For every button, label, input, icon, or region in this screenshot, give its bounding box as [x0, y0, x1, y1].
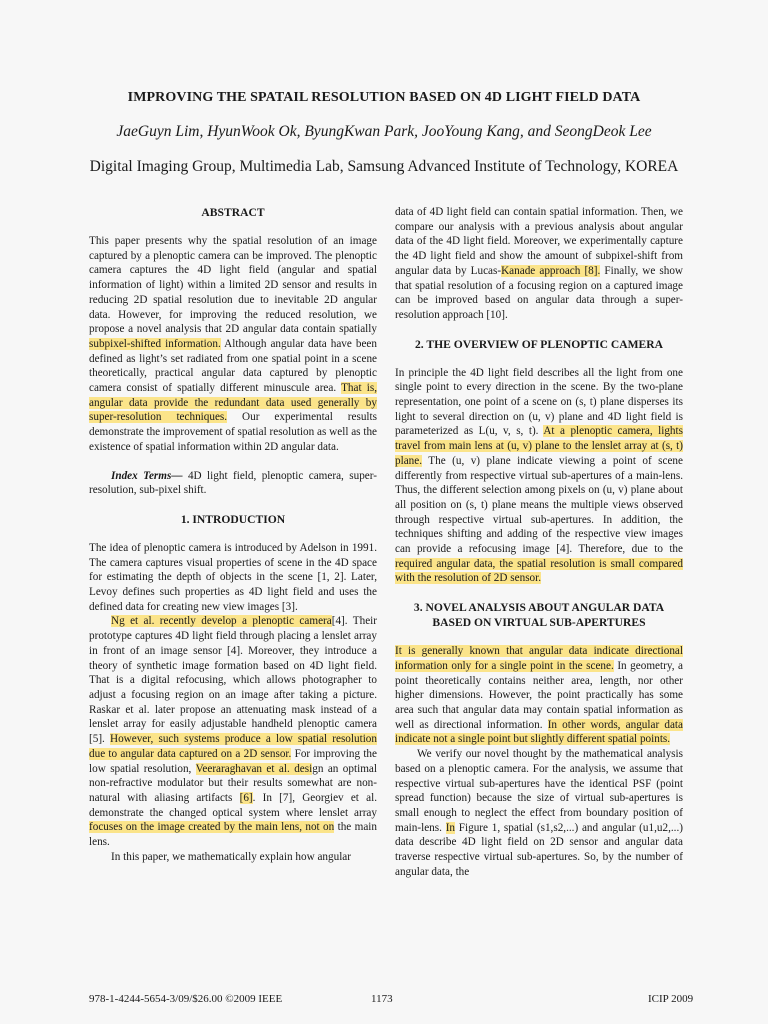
page-number: 1173: [371, 993, 393, 1005]
overview-text-2: The (u, v) plane indicate viewing a point of scene differently from respective virtual sub-apertures of a main-lens. Thus, the different selection among pixels on (u, v) plane about all position on (s, t) plane means the multiple views observed through respective virtual sub-apertures. In addition, the techniques shifting and adding of the respective view images can provide a refocusing image [4]. Therefore, due to the: [395, 454, 683, 556]
novel-paragraph-2: [395, 747, 683, 879]
intro-cont-text-1: data of 4D light field can contain spatial information. Then, we compare our analysis with a previous analysis about angular data of the 4D light field. Moreover, we experimentally capture the 4D light field and show the amount of subpixel-shift from angular data by Lucas-: [395, 206, 683, 277]
overview-heading: 2. THE OVERVIEW OF PLENOPTIC CAMERA: [414, 337, 664, 351]
highlight-kanade[interactable]: Kanade approach [8].: [501, 264, 601, 277]
highlight-redundant-data[interactable]: That is, angular data provide the redundant data used generally by super-resolution techniques.: [89, 382, 377, 424]
intro-paragraph-3: In this paper, we mathematically explain how angular: [111, 850, 352, 863]
right-column: [395, 205, 683, 879]
highlight-low-resolution[interactable]: However, such systems produce a low spatial resolution due to angular data captured on a 2D sensor.: [89, 733, 377, 760]
novel-heading-line-2: BASED ON VIRTUAL SUB-APERTURES: [432, 616, 646, 630]
abstract-paragraph: [89, 234, 377, 455]
abstract-heading: ABSTRACT: [201, 206, 265, 219]
highlight-in[interactable]: In: [445, 821, 456, 834]
footer-copyright: 978-1-4244-5654-3/09/$26.00 ©2009 IEEE: [89, 993, 283, 1005]
highlight-spatial-small[interactable]: required angular data, the spatial resolution is small compared with the resolution of 2D sensor.: [395, 557, 683, 585]
paper-title: IMPROVING THE SPATAIL RESOLUTION BASED ON 4D LIGHT FIELD DATA: [127, 90, 641, 105]
highlight-directional[interactable]: It is generally known that angular data indicate directional information only for a single point in the scene.: [395, 645, 683, 672]
intro-continued: [395, 205, 683, 323]
index-terms-label: Index Terms—: [111, 469, 183, 482]
highlight-plenoptic-lights[interactable]: At a plenoptic camera, lights travel from main lens at (u, v) plane to the lenslet array at (s, t) plane.: [395, 425, 683, 467]
affiliation: Digital Imaging Group, Multimedia Lab, Samsung Advanced Institute of Technology, KOREA: [89, 158, 679, 175]
intro-paragraph-1: The idea of plenoptic camera is introduced by Adelson in 1991. The camera captures visual properties of scene in the 4D space for estimating the depth of objects in the scene [1, 2]. Later, Levoy defines such properties as 4D light field and uses the defined data for creating new view images [3].: [89, 541, 377, 613]
intro-text-3: gn an optimal non-refractive modulator but their results somewhat are non-natural with aliasing artifacts: [89, 762, 377, 804]
highlight-ng[interactable]: Ng et al. recently develop a plenoptic camera: [111, 615, 332, 628]
novel-text-2: We verify our novel thought by the mathematical analysis based on a plenoptic camera. For the analysis, we assume that respective virtual sub-apertures have the identical PSF (point spread function) because the size of virtual sub-apertures is small enough to neglect the effect from boundary position of main-lens.: [395, 748, 683, 834]
overview-text-1: In principle the 4D light field describes all the light from one single point to every direction in the scene. By the two-plane representation, one point of a scene on (s, t) plane disperses its light to several direction on (u, v) plane and 4D light field is parameterized as L(u, v, s, t).: [395, 366, 683, 438]
intro-text-2: For improving the low spatial resolution,: [89, 747, 377, 775]
index-terms: [89, 469, 377, 498]
intro-paragraph-2: [89, 614, 377, 849]
novel-heading-line-1: 3. NOVEL ANALYSIS ABOUT ANGULAR DATA: [413, 601, 665, 615]
highlight-main-lens[interactable]: focuses on the image created by the main lens, not on: [89, 821, 335, 834]
highlight-veeraraghavan[interactable]: Veeraraghavan et al. desi: [195, 762, 313, 775]
novel-paragraph-1: [395, 644, 683, 747]
intro-cont-text-2: Finally, we show that spatial resolution of a focusing region on a captured image can be improved based on angular data through a super-resolution approach [10].: [395, 264, 683, 321]
intro-text-5: the main lens.: [89, 821, 377, 849]
index-terms-text: 4D light field, plenoptic camera, super-resolution, sub-pixel shift.: [89, 469, 377, 497]
intro-heading: 1. INTRODUCTION: [180, 512, 286, 526]
overview-paragraph: [395, 366, 683, 587]
left-column: [89, 205, 377, 864]
author-list: JaeGuyn Lim, HyunWook Ok, ByungKwan Park, JooYoung Kang, and SeongDeok Lee: [116, 123, 652, 140]
abstract-text-2: Although angular data have been defined as light’s set radiated from one spatial point in a scene theoretically, practical angular data captured by plenoptic camera consist of spatially different minuscule area.: [89, 337, 377, 395]
novel-text-1: In geometry, a point theoretically contains neither area, length, nor other higher dimensions. However, the point practically has some area such that angular data may contain spatial information as well as directional information.: [395, 659, 684, 731]
highlight-subpixel[interactable]: subpixel-shifted information.: [89, 337, 221, 350]
abstract-text-3: Our experimental results demonstrate the improvement of spatial resolution as well as the existence of spatial information within 2D angular data.: [89, 411, 378, 453]
highlight-not-single-point[interactable]: In other words, angular data indicate not a single point but slightly different spatial points.: [395, 718, 683, 746]
highlight-ref-6[interactable]: [6]: [239, 791, 253, 804]
intro-text-1: [4]. Their prototype captures 4D light field through placing a lenslet array in front of an image sensor [4]. Moreover, they introduce a theory of synthetic image formation based on 4D light field. That is a digital refocusing, which allows photographer to adjust a focusing region on an image after taking a picture. Raskar et al. later propose an attenuating mask instead of a lenslet array for easily adjustable handheld plenoptic camera [5].: [89, 615, 377, 746]
abstract-text-1: This paper presents why the spatial resolution of an image captured by a plenoptic camera can be improved. The plenoptic camera captures the 4D light field (angular and spatial information of light) within a limited 2D sensor and results in reducing 2D spatial resolution due to inevitable 2D angular data. However, for improving the reduced resolution, we propose a novel analysis that 2D angular data contain spatially: [89, 235, 377, 336]
novel-text-3: Figure 1, spatial (s1,s2,...) and angular (u1,u2,...) data describe 4D light field on 2D sensor and angular data traverse respective virtual sub-apertures. So, by the number of angular data, the: [395, 821, 683, 878]
conference-name: ICIP 2009: [648, 993, 694, 1005]
intro-text-4: . In [7], Georgiev et al. demonstrate the changed optical system where lenslet array: [89, 791, 377, 819]
